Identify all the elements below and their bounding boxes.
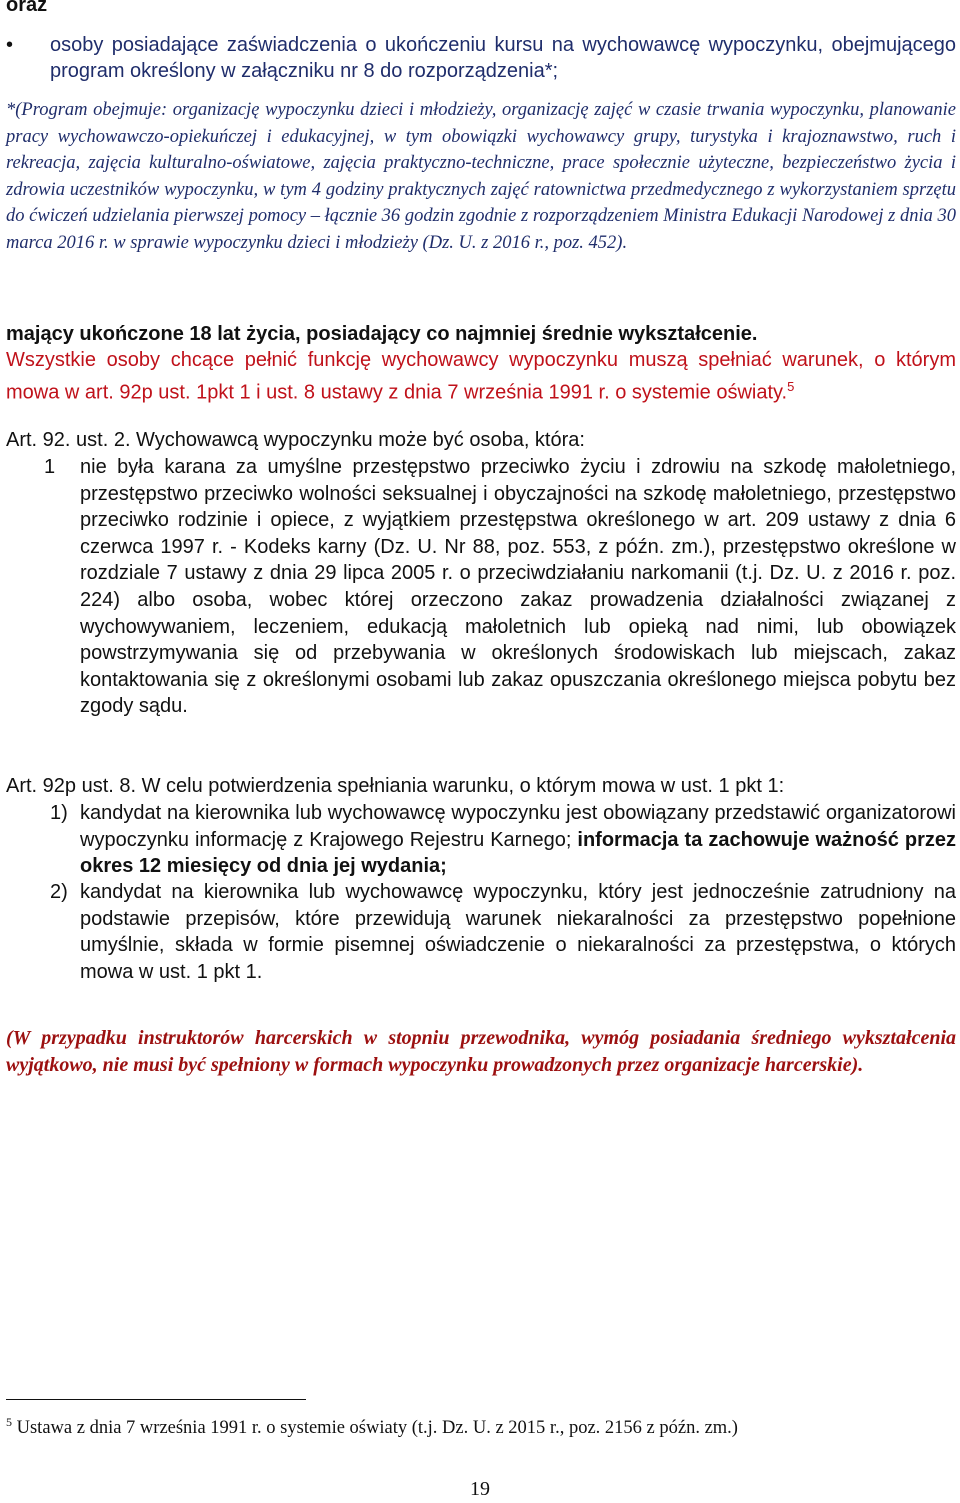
item-number: 1) xyxy=(50,802,68,824)
footnote-text: Ustawa z dnia 7 września 1991 r. o systemie oświaty (t.j. Dz. U. z 2015 r., poz. 2156 z późn. zm.) xyxy=(16,1418,738,1439)
bullet-text: osoby posiadające zaświadczenia o ukończeniu kursu na wychowawcę wypoczynku, obejmującego program określony w załączniku nr 8 do rozporządzenia*; xyxy=(50,34,956,82)
article-92-title: Art. 92. ust. 2. Wychowawcą wypoczynku może być osoba, która: xyxy=(6,429,585,451)
section-heading: oraz xyxy=(6,0,48,16)
bullet-icon: • xyxy=(6,34,14,56)
item-text xyxy=(80,800,956,880)
item-number: 1 xyxy=(44,456,56,478)
footnote-number: 5 xyxy=(6,1415,12,1429)
item-text-regular: kandydat na kierownika lub wychowawcę wypoczynku jest obowiązany przedstawić organizatorowi wypoczynku informację z Krajowego Rejestru Karnego; xyxy=(80,802,956,851)
requirement-warning-text: Wszystkie osoby chcące pełnić funkcję wychowawcy wypoczynku muszą spełniać warunek, o którym mowa w art. 92p ust. 1pkt 1 i ust. 8 ustawy z dnia 7 września 1991 r. o systemie oświaty. xyxy=(6,349,956,404)
item-number: 2) xyxy=(50,881,68,903)
requirement-age: mający ukończone 18 lat życia, posiadający co najmniej średnie wykształcenie. xyxy=(6,323,758,345)
article-92p-item-2 xyxy=(6,879,956,985)
item-text: nie była karana za umyślne przestępstwo przeciwko życiu i zdrowiu na szkodę małoletniego, przestępstwo przeciwko wolności seksualnej i obyczajności na szkodę małoletniego, przestępstwo przeciwko rodzinie i opiece, z wyjątkiem przestępstwa określonego w art. 209 ustawy z dnia 6 czerwca 1997 r. - Kodeks karny (Dz. U. Nr 88, poz. 553, z późn. zm.), przestępstwo określone w rozdziale 7 ustawy z dnia 29 lipca 2005 r. o przeciwdziałaniu narkomanii (t.j. Dz. U. z 2016 r. poz. 224) albo osoba, wobec której orzeczono zakaz prowadzenia działalności związanej z wychowywaniem, leczeniem, edukacją małoletnich lub opieką nad nimi, lub obowiązek powstrzymywania się od przebywania w określonych środowiskach lub miejscach, zakaz kontaktowania się z określonymi osobami lub zakaz opuszczania określonego miejsca pobytu bez zgody sądu. xyxy=(80,456,956,718)
requirement-warning xyxy=(6,347,956,406)
program-note: *(Program obejmuje: organizację wypoczynku dzieci i młodzieży, organizację zajęć w czasie trwania wypoczynku, planowanie pracy wychowawczo-opiekuńczej i edukacyjnej, w tym obowiązki wychowawcy grupy, turystyka i krajoznawstwo, ruch i rekreacja, zajęcia kulturalno-oświatowe, zajęcia praktyczno-techniczne, prace społecznie użyteczne, bezpieczeństwo życia i zdrowia uczestników wypoczynku, w tym 4 godziny praktycznych zajęć ratownictwa przedmedycznego z wykorzystaniem sprzętu do ćwiczeń udzielania pierwszej pomocy – łącznie 36 godzin zgodnie z rozporządzeniem Ministra Edukacji Narodowej z dnia 30 marca 2016 r. w sprawie wypoczynku dzieci i młodzieży (Dz. U. z 2016 r., poz. 452). xyxy=(6,100,956,253)
item-text: kandydat na kierownika lub wychowawcę wypoczynku, który jest jednocześnie zatrudniony na podstawie przepisów, które przewidują warunek niekaralności za przestępstwo popełnione umyślnie, składa w formie pisemnej oświadczenie o niekaralności za przestępstwa, o których mowa w ust. 1 pkt 1. xyxy=(80,881,956,983)
footnote xyxy=(6,1410,956,1440)
footnote-divider xyxy=(6,1399,306,1400)
item-text-bold: informacja ta zachowuje ważność przez okres 12 miesięcy od dnia jej wydania; xyxy=(80,828,956,878)
footnote-reference: 5 xyxy=(787,378,795,394)
page-number: 19 xyxy=(470,1478,490,1500)
article-92p-item-1 xyxy=(6,800,956,880)
bullet-list-item xyxy=(6,32,956,84)
scouting-instructors-note: (W przypadku instruktorów harcerskich w stopniu przewodnika, wymóg posiadania średniego wykształcenia wyjątkowo, nie musi być spełniony w formach wypoczynku prowadzonych przez organizacje harcerskie). xyxy=(6,1027,956,1076)
article-92-item xyxy=(6,454,956,720)
article-92p-title: Art. 92p ust. 8. W celu potwierdzenia spełniania warunku, o którym mowa w ust. 1 pkt 1: xyxy=(6,775,785,797)
